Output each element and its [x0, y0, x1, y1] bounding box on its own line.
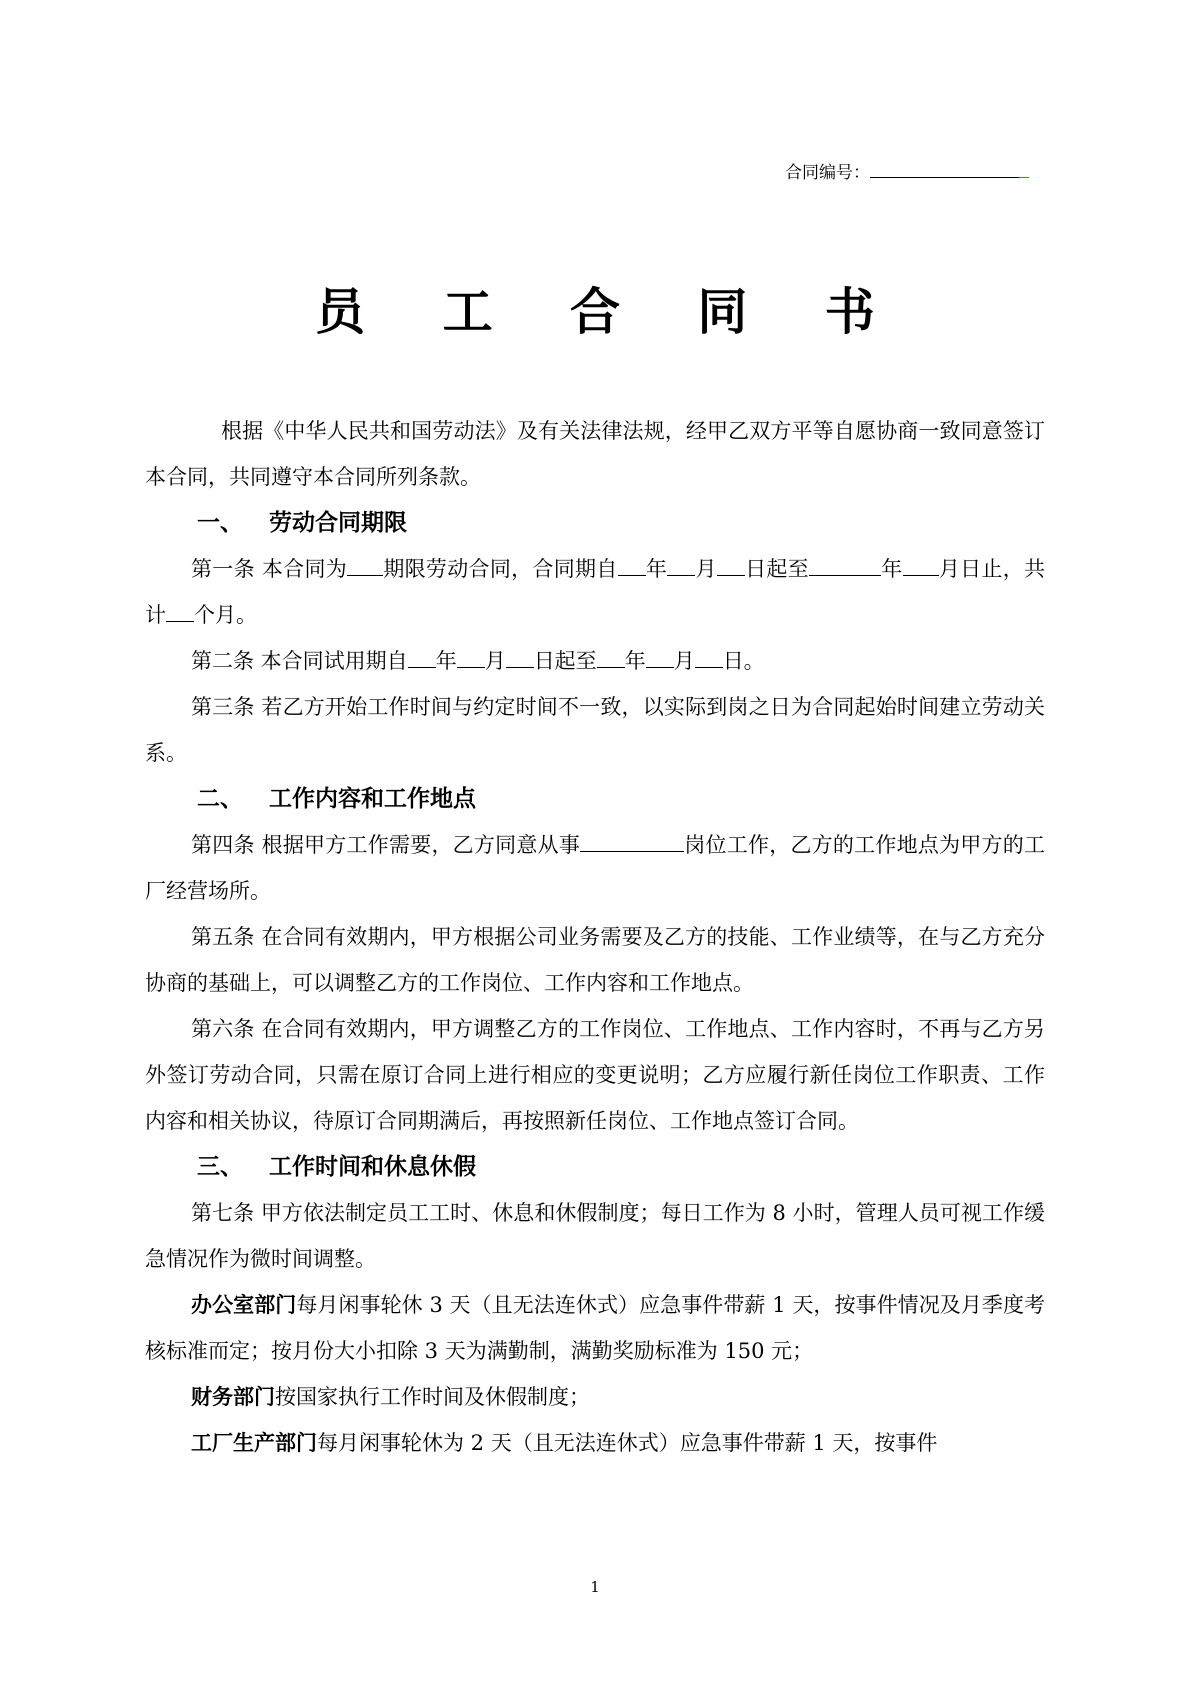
article-text: 日起至	[744, 557, 809, 581]
fill-blank	[347, 555, 383, 576]
fill-blank	[457, 647, 485, 668]
article-text: 年	[624, 649, 646, 673]
fill-blank	[695, 647, 723, 668]
article-text: 岗位工作，乙方的工作地点为甲方的工厂经营场所。	[145, 833, 1045, 903]
finance-dept-rule	[145, 1374, 1045, 1420]
rule-text: 每月闲事轮休为 2 天（且无法连休式）应急事件带薪 1 天，按事件	[317, 1431, 938, 1455]
section-number: 一、	[197, 510, 243, 536]
contract-number-blank	[870, 159, 1020, 178]
article-5: 第五条 在合同有效期内，甲方根据公司业务需要及乙方的技能、工作业绩等，在与乙方充分协商的基础上，可以调整乙方的工作岗位、工作内容和工作地点。	[145, 925, 1045, 995]
article-2	[145, 638, 1045, 684]
page-number: 1	[590, 1578, 600, 1596]
fill-blank	[597, 647, 625, 668]
office-dept-rule	[145, 1282, 1045, 1374]
fill-blank	[667, 555, 695, 576]
fill-blank	[646, 647, 674, 668]
article-text: 日。	[722, 649, 765, 673]
article-3: 第三条 若乙方开始工作时间与约定时间不一致，以实际到岗之日为合同起始时间建立劳动关系。	[145, 695, 1045, 765]
article-text: 第四条 根据甲方工作需要，乙方同意从事	[191, 833, 581, 857]
section-number: 三、	[197, 1154, 243, 1180]
rule-text: 按国家执行工作时间及休假制度；	[275, 1385, 590, 1409]
article-text: 第二条 本合同试用期自	[191, 649, 408, 673]
article-text: 月日止，共计	[145, 557, 1046, 627]
article-6: 第六条 在合同有效期内，甲方调整乙方的工作岗位、工作地点、工作内容时，不再与乙方另外签订劳动合同，只需在原订合同上进行相应的变更说明；乙方应履行新任岗位工作职责、工作内容和相关协议，待原订合同期满后，再按照新任岗位、工作地点签订合同。	[145, 1017, 1045, 1133]
contract-number	[785, 158, 1020, 183]
section-title: 工作时间和休息休假	[269, 1154, 476, 1180]
article-text: 月	[673, 649, 695, 673]
article-text: 月	[484, 649, 506, 673]
section-number: 二、	[197, 786, 243, 812]
fill-blank	[618, 555, 646, 576]
fill-blank	[408, 647, 436, 668]
rule-text: 每月闲事轮休 3 天（且无法连休式）应急事件带薪 1 天，按事件情况及月季度考核标准而定；按月份大小扣除 3 天为满勤制，满勤奖励标准为 150 元；	[145, 1293, 1046, 1363]
article-7: 第七条 甲方依法制定员工工时、休息和休假制度；每日工作为 8 小时，管理人员可视工作缓急情况作为微时间调整。	[145, 1201, 1045, 1271]
article-text: 期限劳动合同，合同期自	[383, 557, 618, 581]
article-text: 个月。	[194, 603, 257, 627]
article-text: 日起至	[533, 649, 597, 673]
document-body	[145, 408, 1045, 1466]
article-text: 年	[880, 557, 903, 581]
contract-number-label: 合同编号：	[785, 163, 870, 183]
fill-blank	[166, 601, 194, 622]
article-text: 年	[435, 649, 457, 673]
article-1	[145, 546, 1045, 638]
dept-name: 工厂生产部门	[191, 1431, 317, 1455]
article-text: 第一条 本合同为	[191, 557, 348, 581]
fill-blank	[717, 555, 745, 576]
fill-blank	[506, 647, 534, 668]
document-title: 员 工 合 同 书	[315, 283, 905, 341]
article-text: 月	[695, 557, 717, 581]
dept-name: 财务部门	[191, 1385, 275, 1409]
fill-blank	[809, 555, 881, 576]
factory-dept-rule	[145, 1420, 1045, 1466]
fill-blank	[903, 555, 939, 576]
fill-blank	[580, 831, 684, 852]
section-heading-1	[145, 500, 1045, 546]
intro-paragraph: 根据《中华人民共和国劳动法》及有关法律法规，经甲乙双方平等自愿协商一致同意签订本合同，共同遵守本合同所列条款。	[145, 419, 1045, 489]
section-title: 劳动合同期限	[269, 510, 407, 536]
section-title: 工作内容和工作地点	[269, 786, 476, 812]
dept-name: 办公室部门	[191, 1293, 297, 1317]
section-heading-3	[145, 1144, 1045, 1190]
article-4	[145, 822, 1045, 914]
section-heading-2	[145, 776, 1045, 822]
article-text: 年	[645, 557, 668, 581]
